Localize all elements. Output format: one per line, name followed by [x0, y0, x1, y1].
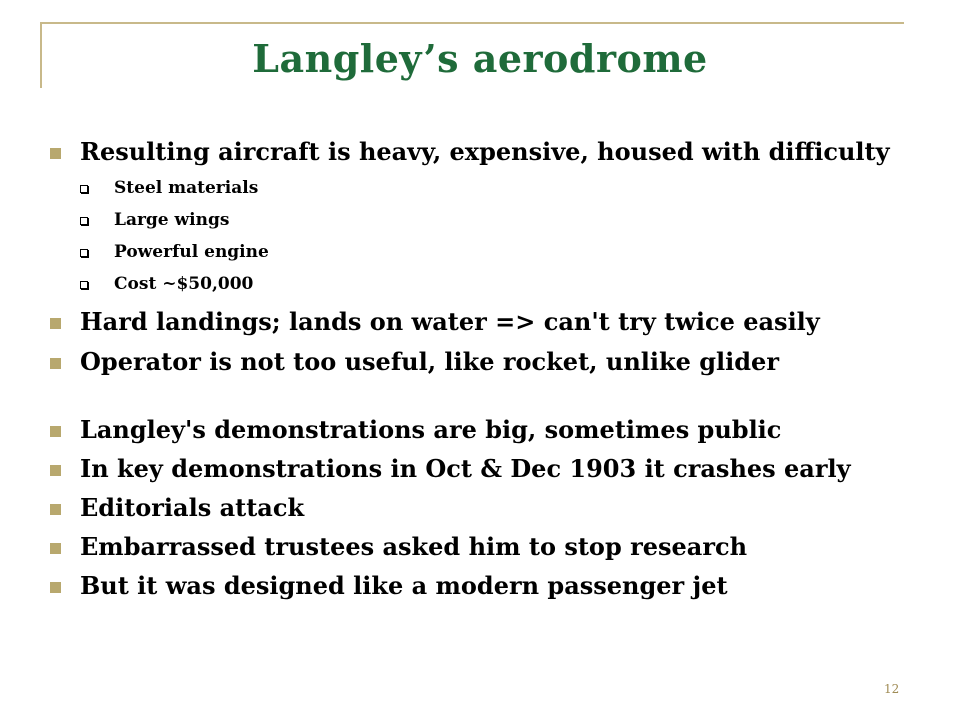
square-bullet-icon	[50, 318, 61, 329]
sub-bullet-item	[48, 242, 928, 262]
bullet-text: Hard landings; lands on water => can't try twice easily	[80, 307, 820, 336]
sub-bullet-item	[48, 210, 928, 230]
square-bullet-icon	[50, 148, 61, 159]
checkbox-bullet-icon	[80, 249, 88, 257]
bullet-item	[48, 416, 928, 444]
bullet-list	[48, 138, 928, 600]
bullet-item	[48, 138, 928, 166]
bullet-text: Resulting aircraft is heavy, expensive, housed with difficulty	[80, 137, 890, 166]
sub-bullet-text: Steel materials	[114, 178, 259, 198]
sub-bullet-text: Powerful engine	[114, 242, 269, 262]
sub-bullet-item	[48, 178, 928, 198]
frame-top-line	[40, 22, 904, 24]
bullet-text: Langley's demonstrations are big, sometimes public	[80, 415, 782, 444]
bullet-item	[48, 533, 928, 561]
page-number: 12	[884, 682, 900, 696]
square-bullet-icon	[50, 465, 61, 476]
square-bullet-icon	[50, 426, 61, 437]
checkbox-bullet-icon	[80, 217, 88, 225]
slide-title: Langley’s aerodrome	[252, 36, 708, 81]
sub-bullet-text: Cost ~$50,000	[114, 274, 254, 294]
bullet-item	[48, 308, 928, 336]
sub-bullet-item	[48, 274, 928, 294]
square-bullet-icon	[50, 358, 61, 369]
square-bullet-icon	[50, 582, 61, 593]
bullet-text: But it was designed like a modern passenger jet	[80, 571, 728, 600]
bullet-text: Editorials attack	[80, 493, 305, 522]
checkbox-bullet-icon	[80, 185, 88, 193]
square-bullet-icon	[50, 543, 61, 554]
bullet-text: Operator is not too useful, like rocket, unlike glider	[80, 347, 779, 376]
checkbox-bullet-icon	[80, 281, 88, 289]
sub-bullet-text: Large wings	[114, 210, 230, 230]
bullet-item	[48, 455, 928, 483]
square-bullet-icon	[50, 504, 61, 515]
bullet-text: Embarrassed trustees asked him to stop research	[80, 532, 748, 561]
bullet-item	[48, 348, 928, 376]
bullet-item	[48, 494, 928, 522]
bullet-item	[48, 572, 928, 600]
bullet-text: In key demonstrations in Oct & Dec 1903 it crashes early	[80, 454, 851, 483]
